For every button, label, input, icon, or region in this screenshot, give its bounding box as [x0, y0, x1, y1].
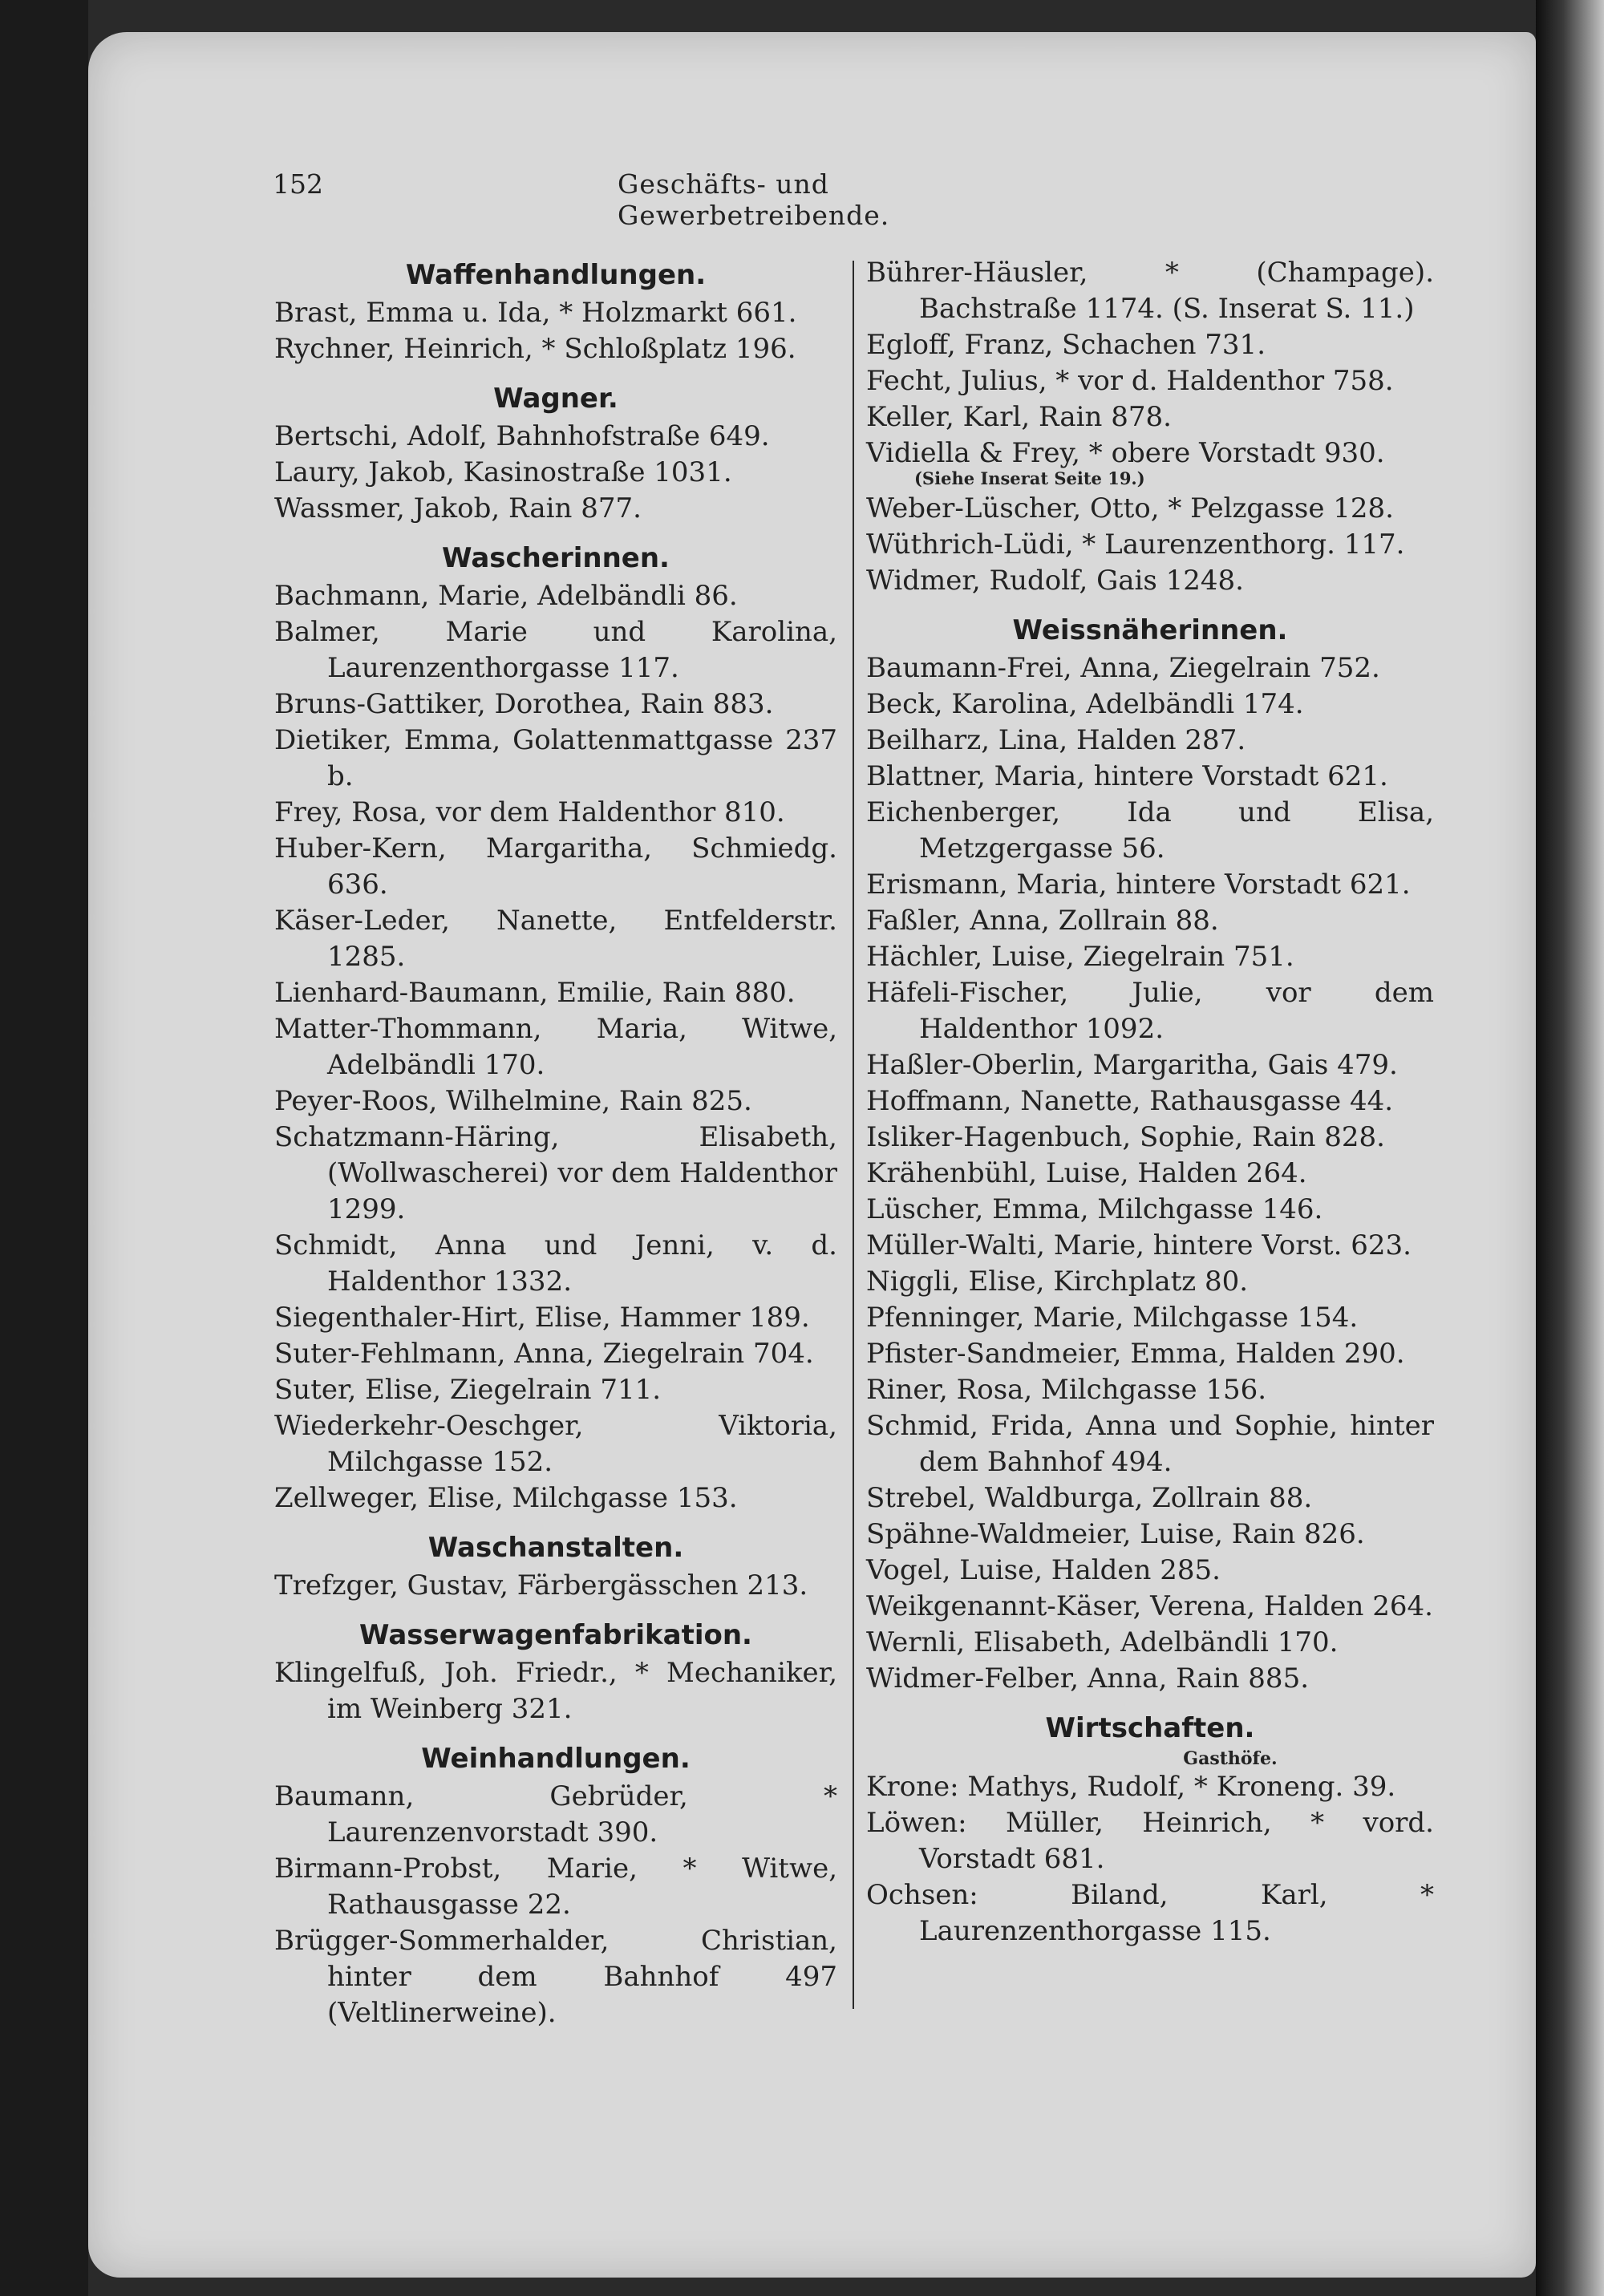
section-heading: Waschanstalten. — [427, 1532, 684, 1564]
list-item: Löwen: Müller, Heinrich, * vord. Vorstadt 681. — [866, 1807, 1434, 1875]
section-heading: Weinhandlungen. — [421, 1743, 691, 1775]
list-item: Haßler-Oberlin, Margaritha, Gais 479. — [866, 1049, 1398, 1081]
right-column — [866, 255, 1434, 1950]
list-item: Wassmer, Jakob, Rain 877. — [274, 492, 642, 524]
list-item: Lüscher, Emma, Milchgasse 146. — [866, 1193, 1323, 1225]
list-item: Lienhard-Baumann, Emilie, Rain 880. — [274, 977, 796, 1009]
list-item: Hoffmann, Nanette, Rathausgasse 44. — [866, 1085, 1394, 1117]
scan-background-right — [1536, 0, 1604, 2296]
list-item: Huber-Kern, Margaritha, Schmiedg. 636. — [274, 832, 837, 901]
list-item: Trefzger, Gustav, Färbergässchen 213. — [274, 1569, 808, 1602]
list-item: Weber-Lüscher, Otto, * Pelzgasse 128. — [866, 492, 1394, 524]
list-item: Widmer-Felber, Anna, Rain 885. — [866, 1662, 1310, 1695]
list-item: Krone: Mathys, Rudolf, * Kroneng. 39. — [866, 1771, 1396, 1803]
column-divider — [853, 261, 854, 2009]
list-item: Krähenbühl, Luise, Halden 264. — [866, 1157, 1307, 1189]
list-item: Eichenberger, Ida und Elisa, Metzgergasse 56. — [866, 796, 1434, 865]
list-item: Käser-Leder, Nanette, Entfelderstr. 1285. — [274, 905, 837, 973]
list-item: Hächler, Luise, Ziegelrain 751. — [866, 941, 1294, 973]
list-item: Beck, Karolina, Adelbändli 174. — [866, 688, 1304, 720]
list-item: Brügger-Sommerhalder, Christian, hinter dem Bahnhof 497 (Veltlinerweine). — [274, 1925, 837, 2029]
list-item: Blattner, Maria, hintere Vorstadt 621. — [866, 760, 1388, 792]
list-item: Baumann, Gebrüder, * Laurenzenvorstadt 390. — [274, 1780, 837, 1849]
running-head — [273, 168, 1107, 231]
page-number: 152 — [273, 168, 323, 200]
section-heading: Waffenhandlungen. — [405, 259, 707, 291]
list-item: Schatzmann-Häring, Elisabeth, (Wollwascherei) vor dem Haldenthor 1299. — [274, 1121, 837, 1225]
list-item: Riner, Rosa, Milchgasse 156. — [866, 1374, 1267, 1406]
list-item: Suter-Fehlmann, Anna, Ziegelrain 704. — [274, 1338, 814, 1370]
list-item: Weikgenannt-Käser, Verena, Halden 264. — [866, 1590, 1433, 1622]
list-item: Dietiker, Emma, Golattenmattgasse 237 b. — [274, 724, 837, 792]
list-item: Häfeli-Fischer, Julie, vor dem Haldenthor 1092. — [866, 977, 1434, 1045]
list-item: Egloff, Franz, Schachen 731. — [866, 329, 1266, 361]
list-item: Baumann-Frei, Anna, Ziegelrain 752. — [866, 652, 1380, 684]
list-item: Pfister-Sandmeier, Emma, Halden 290. — [866, 1338, 1405, 1370]
list-item: Wernli, Elisabeth, Adelbändli 170. — [866, 1626, 1339, 1658]
section-heading: Wasserwagenfabrikation. — [359, 1619, 752, 1651]
inserat-note: (Siehe Inserat Seite 19.) — [914, 468, 1145, 488]
list-item: Klingelfuß, Joh. Friedr., * Mechaniker, im Weinberg 321. — [274, 1657, 837, 1725]
list-item: Faßler, Anna, Zollrain 88. — [866, 905, 1219, 937]
section-heading: Wirtschaften. — [1045, 1712, 1255, 1744]
list-item: Strebel, Waldburga, Zollrain 88. — [866, 1482, 1313, 1514]
list-item: Bruns-Gattiker, Dorothea, Rain 883. — [274, 688, 774, 720]
scan-background-left — [0, 0, 88, 2296]
list-item: Widmer, Rudolf, Gais 1248. — [866, 565, 1244, 597]
list-item: Schmidt, Anna und Jenni, v. d. Haldenthor 1332. — [274, 1229, 837, 1298]
list-item: Beilharz, Lina, Halden 287. — [866, 724, 1246, 756]
section-heading: Wascherinnen. — [442, 542, 670, 574]
list-item: Schmid, Frida, Anna und Sophie, hinter dem Bahnhof 494. — [866, 1410, 1434, 1478]
list-item: Bührer-Häusler, * (Champage). Bachstraße 1174. (S. Inserat S. 11.) — [866, 257, 1434, 325]
list-item: Siegenthaler-Hirt, Elise, Hammer 189. — [274, 1302, 810, 1334]
list-item: Spähne-Waldmeier, Luise, Rain 826. — [866, 1518, 1365, 1550]
list-item: Keller, Karl, Rain 878. — [866, 401, 1172, 433]
list-item: Bertschi, Adolf, Bahnhofstraße 649. — [274, 420, 770, 452]
list-item: Niggli, Elise, Kirchplatz 80. — [866, 1265, 1249, 1298]
list-item: Frey, Rosa, vor dem Haldenthor 810. — [274, 796, 785, 828]
running-title: Geschäfts- und Gewerbetreibende. — [618, 168, 890, 231]
section-heading: Weissnäherinnen. — [1012, 614, 1288, 646]
left-column — [274, 255, 837, 2031]
list-item: Suter, Elise, Ziegelrain 711. — [274, 1374, 662, 1406]
list-item: Birmann-Probst, Marie, * Witwe, Rathausgasse 22. — [274, 1853, 837, 1921]
list-item: Wüthrich-Lüdi, * Laurenzenthorg. 117. — [866, 528, 1405, 561]
list-item: Erismann, Maria, hintere Vorstadt 621. — [866, 869, 1411, 901]
list-item: Vogel, Luise, Halden 285. — [866, 1554, 1221, 1586]
list-item: Rychner, Heinrich, * Schloßplatz 196. — [274, 333, 796, 365]
list-item: Isliker-Hagenbuch, Sophie, Rain 828. — [866, 1121, 1385, 1153]
list-item: Müller-Walti, Marie, hintere Vorst. 623. — [866, 1229, 1412, 1261]
list-item: Matter-Thommann, Maria, Witwe, Adelbändli 170. — [274, 1013, 837, 1081]
list-item: Bachmann, Marie, Adelbändli 86. — [274, 580, 738, 612]
list-item: Laury, Jakob, Kasinostraße 1031. — [274, 456, 732, 488]
list-item: Peyer-Roos, Wilhelmine, Rain 825. — [274, 1085, 752, 1117]
section-heading: Wagner. — [493, 383, 618, 415]
list-item: Balmer, Marie und Karolina, Laurenzenthorgasse 117. — [274, 616, 837, 684]
list-item: Wiederkehr-Oeschger, Viktoria, Milchgasse 152. — [274, 1410, 837, 1478]
list-item: Fecht, Julius, * vor d. Haldenthor 758. — [866, 365, 1394, 397]
list-item: Ochsen: Biland, Karl, * Laurenzenthorgasse 115. — [866, 1879, 1434, 1947]
list-item: Brast, Emma u. Ida, * Holzmarkt 661. — [274, 297, 797, 329]
section-subheading: Gasthöfe. — [1183, 1748, 1278, 1769]
list-item: Vidiella & Frey, * obere Vorstadt 930. — [866, 437, 1385, 469]
list-item: Zellweger, Elise, Milchgasse 153. — [274, 1482, 738, 1514]
list-item: Pfenninger, Marie, Milchgasse 154. — [866, 1302, 1359, 1334]
